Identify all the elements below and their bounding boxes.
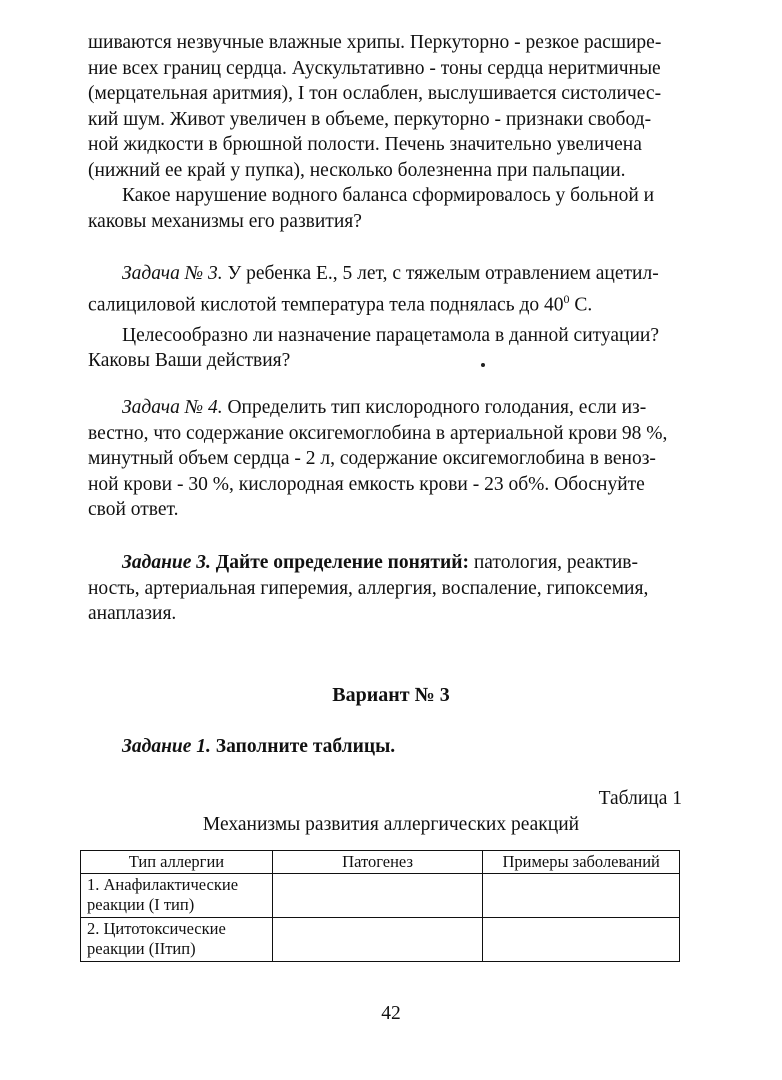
text-line <box>88 734 688 760</box>
assignment-1-text: Заполните таблицы. <box>210 736 396 757</box>
text-line: ной жидкости в брюшной полости. Печень значительно увеличена <box>88 134 642 155</box>
assignment-3-label: Задание 3. <box>122 552 211 573</box>
task-4-text: Определить тип кислородного голодания, если из- <box>222 397 647 418</box>
text-line: минутный объем сердца - 2 л, содержание оксигемоглобина в веноз- <box>88 448 656 469</box>
text-line <box>88 261 688 287</box>
text-line <box>88 395 688 421</box>
cell-line: 2. Цитотоксические <box>87 919 226 938</box>
text-line: Какое нарушение водного баланса сформировалось у больной и <box>122 185 655 206</box>
text-line: кий шум. Живот увеличен в объеме, перкуторно - признаки свобод- <box>88 108 652 130</box>
task-4-label: Задача № 4. <box>122 397 223 418</box>
table-row <box>81 918 680 962</box>
text-line: ность, артериальная гиперемия, аллергия, воспаление, гипоксемия, <box>88 577 649 599</box>
task-3-label: Задача № 3. <box>122 263 223 284</box>
allergy-type-cell <box>81 918 273 962</box>
text-line <box>88 550 688 576</box>
degree-superscript: 0 <box>563 291 570 306</box>
column-header-pathogenesis: Патогенез <box>272 851 483 874</box>
assignment-1 <box>88 734 688 760</box>
water-balance-question <box>88 183 688 234</box>
cell-line: реакции (IIтип) <box>87 939 196 958</box>
text-line: вестно, что содержание оксигемоглобина в артериальной крови 98 %, <box>88 422 668 444</box>
text-line: Целесообразно ли назначение парацетамола в данной ситуации? <box>122 324 660 346</box>
table-row <box>81 874 680 918</box>
table-caption: Механизмы развития аллергических реакций <box>202 814 580 835</box>
allergy-type-cell <box>81 874 273 918</box>
table-header-row <box>81 851 680 874</box>
allergy-mechanisms-table <box>80 850 680 962</box>
text-line <box>88 287 688 318</box>
assignment-1-label: Задание 1. <box>122 736 211 757</box>
patient-description-paragraph <box>88 30 688 183</box>
text-line: свой ответ. <box>88 499 179 520</box>
cell-line: 1. Анафилактические <box>87 875 239 894</box>
column-header-disease-examples: Примеры заболеваний <box>483 851 680 874</box>
cell-line: реакции (I тип) <box>87 895 195 914</box>
examples-cell[interactable] <box>483 874 680 918</box>
task-3-text-3: С. <box>569 294 593 315</box>
text-line: Каковы Ваши действия? <box>88 350 291 371</box>
task-3 <box>88 261 688 374</box>
page-number: 42 <box>381 1003 401 1024</box>
pathogenesis-cell[interactable] <box>272 874 483 918</box>
text-line: шиваются незвучные влажные хрипы. Перкуторно - резкое расшире- <box>88 32 662 53</box>
text-line: (нижний ее край у пупка), несколько болезненна при пальпации. <box>88 159 626 181</box>
text-line: (мерцательная аритмия), I тон ослаблен, выслушивается систоличес- <box>88 83 662 104</box>
task-3-text: У ребенка Е., 5 лет, с тяжелым отравлением ацетил- <box>222 263 659 284</box>
assignment-3 <box>88 550 688 627</box>
table-number-label: Таблица 1 <box>598 788 682 809</box>
column-header-allergy-type: Тип аллергии <box>81 851 273 874</box>
stray-dot <box>481 363 485 367</box>
text-line: каковы механизмы его развития? <box>88 210 362 232</box>
examples-cell[interactable] <box>483 918 680 962</box>
text-line: ной крови - 30 %, кислородная емкость крови - 23 об%. Обоснуйте <box>88 473 645 495</box>
assignment-3-text: патология, реактив- <box>468 552 638 573</box>
text-line: ние всех границ сердца. Аускультативно - тоны сердца неритмичные <box>88 57 661 79</box>
variant-title: Вариант № 3 <box>332 684 450 706</box>
assignment-3-bold: Дайте определение понятий: <box>210 552 469 573</box>
text-line: анаплазия. <box>88 603 177 624</box>
task-4 <box>88 395 688 523</box>
task-3-text-2: салициловой кислотой температура тела поднялась до 40 <box>88 294 564 315</box>
pathogenesis-cell[interactable] <box>272 918 483 962</box>
